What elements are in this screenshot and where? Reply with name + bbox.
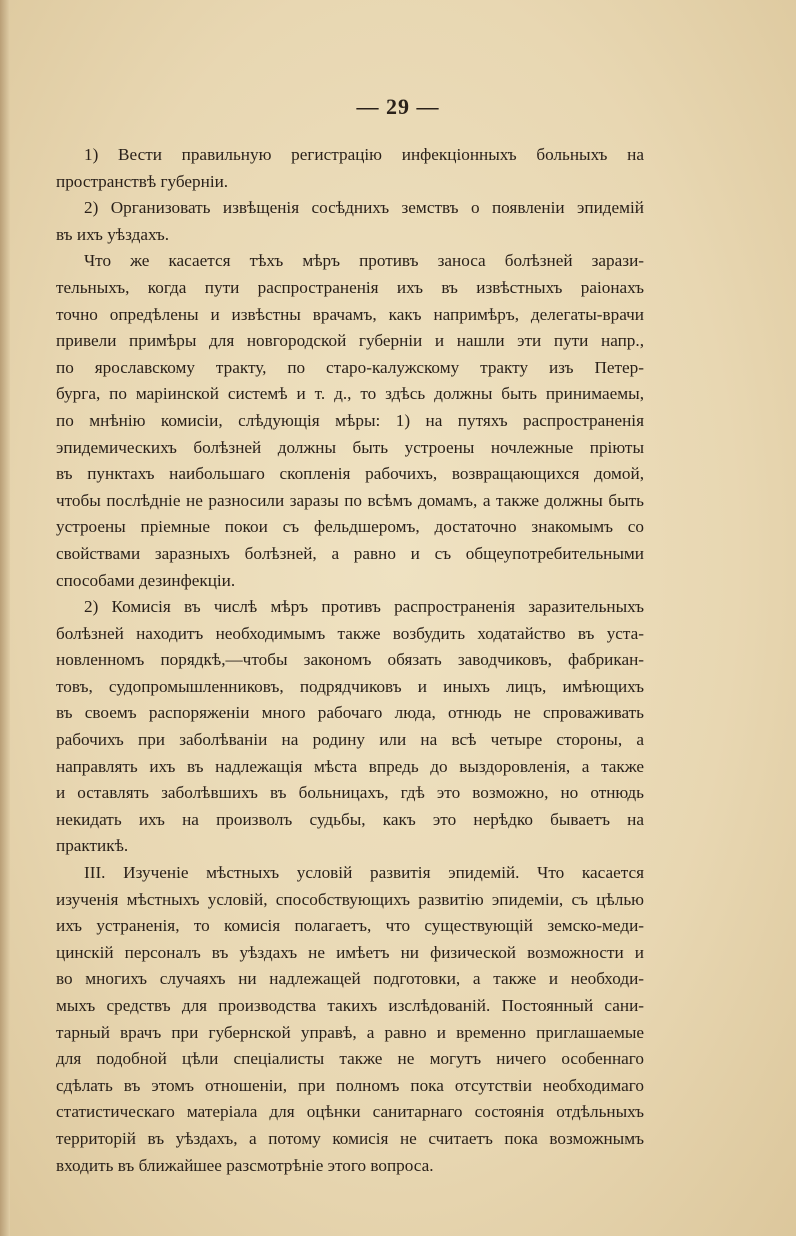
text-line: рабочихъ при заболѣваніи на родину или на всѣ четыре стороны, а [56, 730, 644, 750]
text-line: 2) Комисія въ числѣ мѣръ противъ распространенія заразительныхъ [84, 597, 644, 617]
text-line: новленномъ порядкѣ,—чтобы закономъ обязать заводчиковъ, фабрикан- [56, 650, 644, 670]
text-line: практикѣ. [56, 836, 129, 856]
text-line: 1) Вести правильную регистрацію инфекціонныхъ больныхъ на [84, 145, 644, 164]
text-line: 2) Организовать извѣщенія сосѣднихъ земствъ о появленіи эпидемій [84, 198, 644, 218]
text-line: свойствами заразныхъ болѣзней, а равно и съ общеупотребительными [56, 543, 644, 563]
text-line: сдѣлать въ этомъ отношеніи, при полномъ пока отсутствіи необходимаго [56, 1075, 644, 1095]
text-line: товъ, судопромышленниковъ, подрядчиковъ и иныхъ лицъ, имѣющихъ [56, 676, 644, 696]
text-line: въ ихъ уѣздахъ. [56, 224, 170, 244]
page-number: — 29 — [356, 94, 440, 119]
text-line: для подобной цѣли спеціалисты также не могутъ ничего особеннаго [56, 1049, 644, 1069]
text-line: способами дезинфекціи. [56, 570, 236, 590]
text-line: цинскій персоналъ въ уѣздахъ не имѣетъ ни физической возможности и [56, 942, 644, 962]
text-line: направлять ихъ въ надлежащія мѣста впредь до выздоровленія, а также [56, 756, 644, 776]
text-line: тельныхъ, когда пути распространенія ихъ въ извѣстныхъ раіонахъ [56, 277, 644, 297]
text-line: изученія мѣстныхъ условій, способствующихъ развитію эпидеміи, съ цѣлью [56, 889, 644, 909]
text-line: устроены пріемные покои съ фельдшеромъ, достаточно знакомымъ со [56, 517, 644, 537]
text-line: Что же касается тѣхъ мѣръ противъ заноса болѣзней зарази- [84, 251, 644, 271]
text-line: статистическаго матеріала для оцѣнки санитарнаго состоянія отдѣльныхъ [56, 1102, 644, 1122]
body-text [56, 142, 644, 1179]
text-line: чтобы послѣдніе не разносили заразы по всѣмъ домамъ, а также должны быть [56, 490, 644, 510]
text-line: ихъ устраненія, то комисія полагаетъ, что существующій земско-меди- [56, 916, 644, 936]
text-line: пространствѣ губерніи. [56, 171, 229, 191]
text-line: территорій въ уѣздахъ, а потому комисія не считаетъ пока возможнымъ [56, 1128, 644, 1148]
text-line: по ярославскому тракту, по старо-калужскому тракту изъ Петер- [56, 357, 644, 377]
text-line: во многихъ случаяхъ ни надлежащей подготовки, а также и необходи- [56, 969, 644, 989]
text-line: болѣзней находитъ необходимымъ также возбудить ходатайство въ уста- [56, 623, 644, 643]
text-line: мыхъ средствъ для производства такихъ изслѣдованій. Постоянный сани- [56, 996, 644, 1015]
text-line: точно опредѣлены и извѣстны врачамъ, какъ напримѣръ, делегаты-врачи [56, 304, 644, 324]
text-line: входить въ ближайшее разсмотрѣніе этого вопроса. [56, 1155, 434, 1175]
text-line: III. Изученіе мѣстныхъ условій развитія эпидемій. Что касается [84, 863, 644, 883]
text-line: и оставлять заболѣвшихъ въ больницахъ, гдѣ это возможно, но отнюдь [56, 783, 644, 803]
text-line: эпидемическихъ болѣзней должны быть устроены ночлежные пріюты [56, 437, 644, 457]
text-line: привели примѣры для новгородской губерніи и нашли эти пути напр., [56, 331, 644, 351]
page-binding-edge [0, 0, 10, 1236]
text-line: въ пунктахъ наибольшаго скопленія рабочихъ, возвращающихся домой, [56, 464, 644, 484]
text-line: въ своемъ распоряженіи много рабочаго люда, отнюдь не спроваживать [56, 703, 644, 723]
text-line: тарный врачъ при губернской управѣ, а равно и временно приглашаемые [56, 1022, 644, 1042]
text-line: по мнѣнію комисіи, слѣдующія мѣры: 1) на путяхъ распространенія [56, 410, 644, 430]
text-line: бурга, по маріинской системѣ и т. д., то здѣсь должны быть принимаемы, [56, 384, 644, 404]
text-line: некидать ихъ на произволъ судьбы, какъ это нерѣдко бываетъ на [56, 809, 644, 829]
